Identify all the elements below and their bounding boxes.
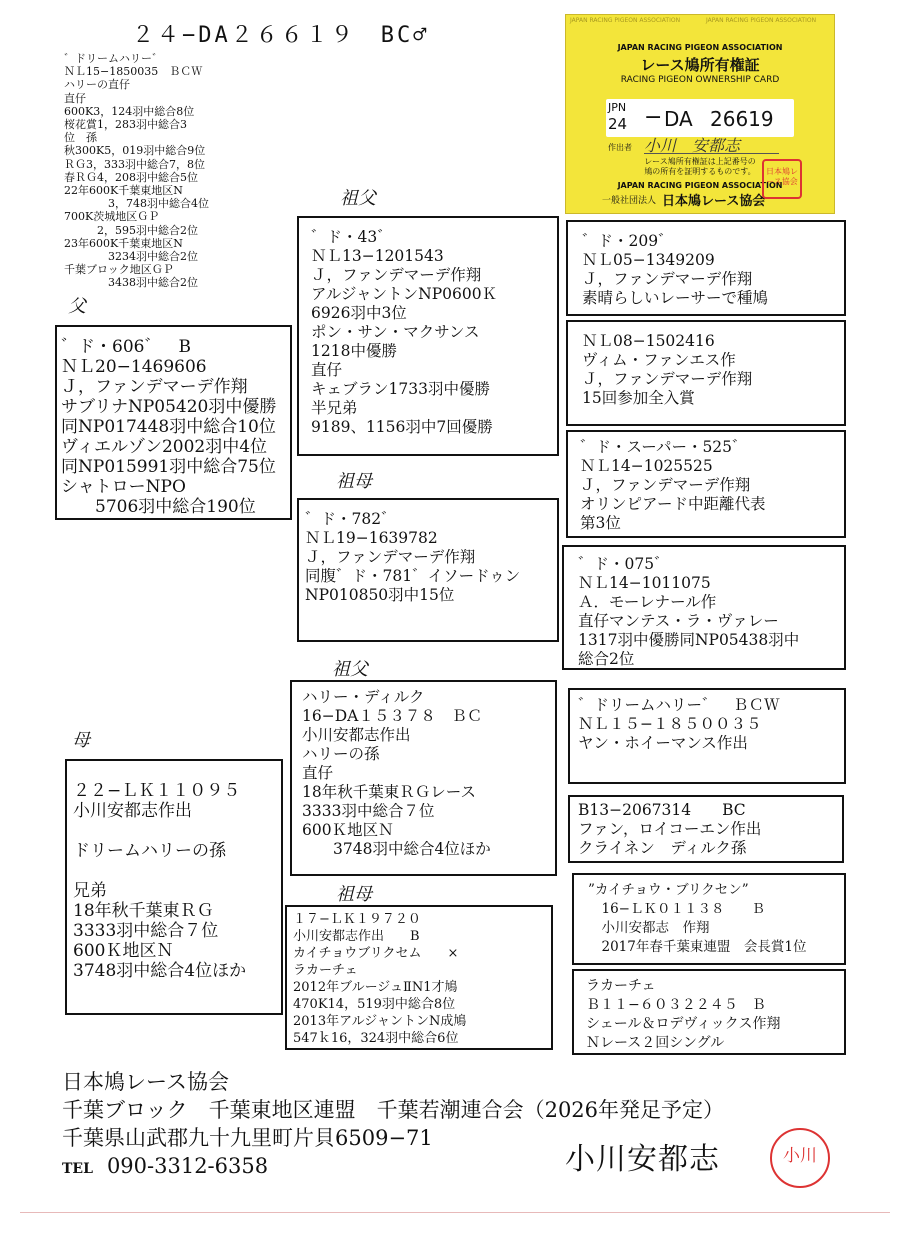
dam-grandfather-line: 小川安都志作出 xyxy=(302,726,411,744)
great-granddam-4-line: Ｎレース２回シングル xyxy=(586,1035,725,1051)
note-line: ＲＧ3，333羽中総合7，8位 xyxy=(64,157,205,171)
great-grandsire-4-line: ”カイチョウ・ブリクセン” xyxy=(588,882,749,898)
great-granddam-2-box xyxy=(562,545,846,670)
sire-grandfather-line: Ｊ，ファンデマーデ作翔 xyxy=(311,266,482,284)
great-grandsire-1-line: 素晴らしいレーサーで種鳩 xyxy=(582,289,769,307)
card-number: 26619 xyxy=(710,107,774,131)
mother-line: 3333羽中総合７位 xyxy=(73,921,219,941)
dam-grandfather-line: ハリーの孫 xyxy=(302,745,380,763)
card-note-2: 鳩の所有を証明するものです。 xyxy=(644,167,756,176)
great-granddam-1-line: ヴィム・ファンエス作 xyxy=(582,351,736,369)
great-grandsire-1-line: ＮＬ05−1349209 xyxy=(582,251,715,269)
dam-grandfather-box xyxy=(290,680,557,876)
card-footer-en: JAPAN RACING PIGEON ASSOCIATION xyxy=(617,181,783,190)
note-line: 2，595羽中総合2位 xyxy=(64,223,198,237)
dam-grandmother-line: 2012年ブルージュⅡN1才鳩 xyxy=(293,980,458,995)
great-granddam-2-line: 1317羽中優勝同NP05438羽中 xyxy=(578,631,800,649)
sire-grandmother-line: ゛ド・782゛ xyxy=(305,510,397,528)
great-grandsire-3-line: ヤン・ホイーマンス作出 xyxy=(578,734,748,752)
footer-association: 日本鳩レース協会 xyxy=(62,1070,229,1094)
great-granddam-2-line: Ａ．モーレナール作 xyxy=(578,593,717,611)
phone-label: TEL xyxy=(62,1161,93,1177)
card-org-en: JAPAN RACING PIGEON ASSOCIATION xyxy=(617,43,783,52)
card-number-panel xyxy=(606,99,794,137)
label-father: 父 xyxy=(68,296,86,317)
card-seal-text: 日本鳩レース協会 xyxy=(766,167,798,186)
card-footer-ja-prefix: 一般社団法人 xyxy=(602,196,657,206)
father-line: シャトローNPO xyxy=(61,477,186,497)
sire-grandfather-line: 半兄弟 xyxy=(311,399,358,417)
great-granddam-3-line: クライネン ディルク孫 xyxy=(578,839,747,857)
sire-grandfather-line: 9189、1156羽中7回優勝 xyxy=(311,418,493,436)
great-grandsire-2-line: 第3位 xyxy=(580,514,621,532)
sire-grandfather-line: アルジャントンNP0600Ｋ xyxy=(311,285,498,303)
card-note-1: レース鳩所有権証は上記番号の xyxy=(644,157,756,166)
personal-seal-text: 小川 xyxy=(783,1146,817,1166)
father-box xyxy=(55,325,292,520)
sire-grandmother-line: ＮＬ19−1639782 xyxy=(305,529,438,547)
label-mother: 母 xyxy=(72,730,90,751)
card-title-ja: レース鳩所有権証 xyxy=(640,56,760,74)
dam-grandmother-line: 2013年アルジャントンN成鳩 xyxy=(293,1014,467,1029)
sire-grandfather-line: 直仔 xyxy=(311,361,343,379)
personal-seal-stamp xyxy=(770,1128,830,1188)
note-line: 秋300K5，019羽中総合9位 xyxy=(64,144,206,158)
note-line: 3234羽中総合2位 xyxy=(64,250,198,264)
great-granddam-2-line: 直仔マンテス・ラ・ヴァレー xyxy=(578,612,779,630)
sire-grandmother-box xyxy=(297,498,559,642)
card-letters: DA xyxy=(664,107,693,131)
dam-grandmother-line: 547ｋ16，324羽中総合6位 xyxy=(293,1031,459,1046)
card-owner-label: 作出者 xyxy=(608,143,632,152)
great-grandsire-4-line: 小川安都志 作翔 xyxy=(588,920,710,936)
great-granddam-3-line: B13−2067314 BC xyxy=(578,801,746,819)
mother-box xyxy=(65,759,283,1015)
great-grandsire-2-line: ＮＬ14−1025525 xyxy=(580,457,713,475)
note-line: 春ＲＧ4，208羽中総合5位 xyxy=(64,170,198,184)
mother-line: 18年秋千葉東ＲＧ xyxy=(73,901,214,921)
father-line: ゛ド・606゛ B xyxy=(61,337,191,357)
father-line: Ｊ，ファンデマーデ作翔 xyxy=(61,377,248,397)
breeder-name: 小川安都志 xyxy=(565,1142,720,1177)
father-line: サブリナNP05420羽中優勝 xyxy=(61,397,277,417)
ownership-card xyxy=(565,14,835,214)
mother-line xyxy=(73,861,281,881)
great-grandsire-1-line: Ｊ，ファンデマーデ作翔 xyxy=(582,270,753,288)
mother-line: 3748羽中総合4位ほか xyxy=(73,961,247,981)
footer-address: 千葉県山武郡九十九里町片貝6509−71 xyxy=(62,1126,433,1150)
card-country: JPN xyxy=(608,101,627,114)
note-line: 桜花賞1，283羽中総合3 xyxy=(64,118,187,132)
great-grandsire-2-line: Ｊ，ファンデマーデ作翔 xyxy=(580,476,751,494)
great-grandsire-2-box xyxy=(566,430,846,538)
card-year: 24 xyxy=(608,115,628,133)
dam-grandmother-line: カイチョウブリクセム × xyxy=(293,946,459,961)
dam-grandmother-line: 470K14，519羽中総合8位 xyxy=(293,997,456,1012)
father-line: 同NP017448羽中総合10位 xyxy=(61,417,276,437)
note-line: 3438羽中総合2位 xyxy=(64,276,198,290)
great-grandsire-2-line: オリンピアード中距離代表 xyxy=(580,495,766,513)
great-granddam-2-line: ＮＬ14−1011075 xyxy=(578,574,711,592)
card-seal-stamp xyxy=(762,159,802,199)
great-grandsire-1-line: ゛ド・209゛ xyxy=(582,232,674,250)
great-granddam-1-line: ＮＬ08−1502416 xyxy=(582,332,715,350)
card-edge-text: JAPAN RACING PIGEON ASSOCIATION xyxy=(570,17,681,24)
lineage-notes xyxy=(64,52,209,290)
card-owner-underline xyxy=(644,153,779,154)
great-grandsire-4-line: 2017年春千葉東連盟 会長賞1位 xyxy=(588,939,807,955)
dam-grandfather-line: 3748羽中総合4位ほか xyxy=(302,840,491,858)
card-dash: − xyxy=(644,105,663,130)
dam-grandfather-line: ハリー・ディルク xyxy=(302,688,425,706)
mother-line: 兄弟 xyxy=(73,881,107,901)
great-granddam-3-line: ファン，ロイコーエン作出 xyxy=(578,820,762,838)
sire-grandfather-line: ポン・サン・マクサンス xyxy=(311,323,480,341)
father-line: 5706羽中総合190位 xyxy=(61,497,256,517)
great-grandsire-3-box xyxy=(568,688,846,784)
note-line: 700K茨城地区ＧＰ xyxy=(64,210,160,224)
great-granddam-1-line: 15回参加全入賞 xyxy=(582,389,695,407)
great-granddam-4-box xyxy=(572,969,846,1055)
phone-number: 090-3312-6358 xyxy=(106,1154,269,1178)
great-granddam-4-line: Ｂ１１−６０３２２４５ Ｂ xyxy=(586,997,766,1013)
great-granddam-2-line: ゛ド・075゛ xyxy=(578,555,670,573)
dam-grandfather-line: 600Ｋ地区Ｎ xyxy=(302,821,394,839)
great-granddam-1-line: Ｊ，ファンデマーデ作翔 xyxy=(582,370,753,388)
note-line: 22年600K千葉東地区N xyxy=(64,184,183,198)
card-footer-ja: 日本鳩レース協会 xyxy=(662,194,766,209)
father-line: ヴィエルゾン2002羽中4位 xyxy=(61,437,268,457)
great-grandsire-4-line: 16−ＬＫ０１１３８ Ｂ xyxy=(588,901,765,917)
label-dam-grandfather: 祖父 xyxy=(332,659,368,680)
great-granddam-2-line: 総合2位 xyxy=(578,650,635,668)
card-owner-handwritten: 小川 安都志 xyxy=(644,136,741,155)
dam-grandmother-line: 小川安都志作出 B xyxy=(293,929,420,944)
great-grandsire-3-line: ＮＬ１５−１８５００３５ xyxy=(578,715,762,733)
note-line: 直仔 xyxy=(64,91,86,105)
note-line: 23年600K千葉東地区N xyxy=(64,236,183,250)
great-granddam-1-box xyxy=(566,320,846,426)
great-grandsire-4-box xyxy=(572,873,846,965)
father-line: 同NP015991羽中総合75位 xyxy=(61,457,276,477)
mother-line xyxy=(73,821,281,841)
label-sire-grandmother: 祖母 xyxy=(336,471,372,492)
mother-line: ドリームハリーの孫 xyxy=(73,841,226,861)
dam-grandmother-box xyxy=(285,905,553,1050)
sire-grandmother-line: Ｊ，ファンデマーデ作翔 xyxy=(305,548,476,566)
sire-grandfather-line: ＮＬ13−1201543 xyxy=(311,247,444,265)
card-title-en: RACING PIGEON OWNERSHIP CARD xyxy=(620,75,780,85)
bottom-rule xyxy=(20,1212,890,1213)
footer-affiliation: 千葉ブロック 千葉東地区連盟 千葉若潮連合会（2026年発足予定） xyxy=(62,1098,725,1122)
note-line: 600K3，124羽中総合8位 xyxy=(64,104,195,118)
note-line: 3，748羽中総合4位 xyxy=(64,197,209,211)
father-line: ＮＬ20−1469606 xyxy=(61,357,207,377)
great-grandsire-3-line: ゛ドリームハリー゛ ＢＣＷ xyxy=(578,696,780,714)
great-granddam-4-line: シェール＆ロデヴィックス作翔 xyxy=(586,1016,781,1032)
sire-grandfather-line: ゛ド・43゛ xyxy=(311,228,393,246)
great-grandsire-2-line: ゛ド・スーパー・525゛ xyxy=(580,438,748,456)
card-edge-text: JAPAN RACING PIGEON ASSOCIATION xyxy=(706,17,817,24)
label-dam-grandmother: 祖母 xyxy=(336,884,372,905)
sire-grandmother-line: 同腹゛ド・781゛イソードゥン xyxy=(305,567,521,585)
dam-grandmother-line: １７−ＬＫ１９７２０ xyxy=(293,912,421,927)
mother-line: ２２−ＬＫ１１０９５ xyxy=(73,781,241,801)
mother-line: 小川安都志作出 xyxy=(73,801,192,821)
sire-grandfather-line: キェブラン1733羽中優勝 xyxy=(311,380,490,398)
note-line: ゛ドリームハリー゛ xyxy=(64,52,163,65)
note-line: ハリーの直仔 xyxy=(64,78,130,92)
dam-grandfather-line: 16−DA１５３７８ ＢＣ xyxy=(302,707,483,725)
note-line: ＮＬ15−1850035 ＢＣＷ xyxy=(64,65,203,79)
great-grandsire-1-box xyxy=(566,220,846,316)
note-line: 千葉ブロック地区ＧＰ xyxy=(64,263,174,277)
label-sire-grandfather: 祖父 xyxy=(340,188,376,209)
sire-grandfather-line: 1218中優勝 xyxy=(311,342,397,360)
great-granddam-4-line: ラカーチェ xyxy=(586,978,656,994)
great-granddam-3-box xyxy=(568,795,844,863)
mother-line: 600Ｋ地区Ｎ xyxy=(73,941,174,961)
sire-grandfather-box xyxy=(297,216,559,456)
sire-grandfather-line: 6926羽中3位 xyxy=(311,304,407,322)
dam-grandfather-line: 3333羽中総合７位 xyxy=(302,802,435,820)
dam-grandfather-line: 直仔 xyxy=(302,764,334,782)
pigeon-ring-title: ２４−DA２６６１９ BC♂ xyxy=(132,23,430,48)
note-line: 位 孫 xyxy=(64,131,97,145)
sire-grandmother-line: NP010850羽中15位 xyxy=(305,586,455,604)
dam-grandfather-line: 18年秋千葉東ＲＧレース xyxy=(302,783,476,801)
dam-grandmother-line: ラカーチェ xyxy=(293,963,358,978)
